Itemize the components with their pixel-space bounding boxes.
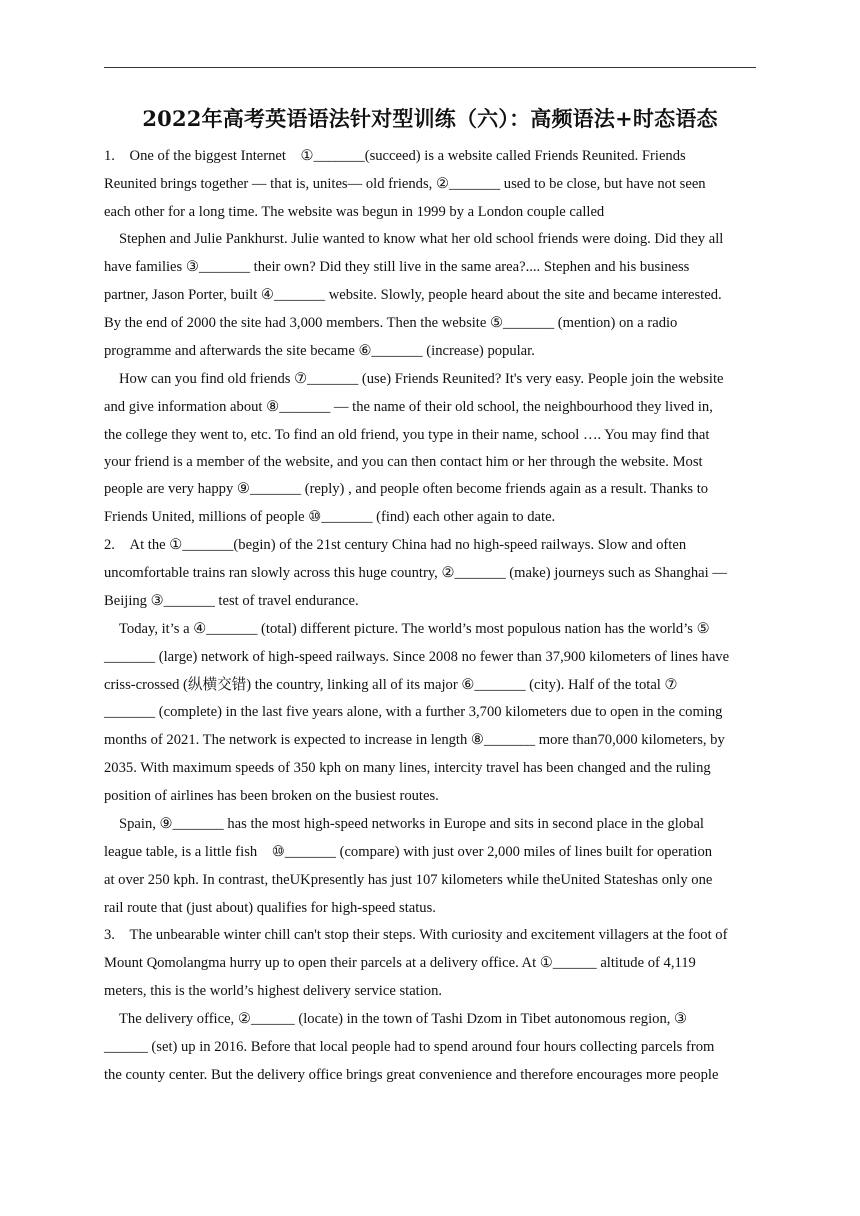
- text-line: 2. At the ①_______(begin) of the 21st century China had no high-speed railways. Slow and often: [104, 537, 687, 553]
- text-line: Reunited brings together — that is, unites— old friends, ②_______ used to be close, but have not seen: [104, 176, 706, 192]
- text-line: 1. One of the biggest Internet ①_______(succeed) is a website called Friends Reunited. Friends: [104, 148, 686, 164]
- text-line: 2035. With maximum speeds of 350 kph on many lines, intercity travel has been changed and the ruling: [104, 760, 711, 776]
- page-title: 2022年高考英语语法针对型训练（六）：高频语法+时态语态: [142, 106, 718, 131]
- passage-1: [104, 145, 760, 534]
- text-line: the college they went to, etc. To find an old friend, you type in their name, school …. You may find that: [104, 427, 710, 443]
- text-line: 3. The unbearable winter chill can't stop their steps. With curiosity and excitement villagers at the foot of: [104, 927, 728, 943]
- text-line: _______ (complete) in the last five years alone, with a further 3,700 kilometers due to open in the coming: [104, 704, 723, 720]
- text-line: programme and afterwards the site became ⑥_______ (increase) popular.: [104, 343, 535, 359]
- text-line: at over 250 kph. In contrast, theUKpresently has just 107 kilometers while theUnited Stateshas only one: [104, 872, 713, 888]
- text-line: Today, it’s a ④_______ (total) different picture. The world’s most populous nation has the world’s ⑤: [119, 621, 710, 637]
- text-line: Spain, ⑨_______ has the most high-speed networks in Europe and sits in second place in the global: [119, 816, 704, 832]
- text-line: your friend is a member of the website, and you can then contact him or her through the website. Most: [104, 454, 703, 470]
- text-line: _______ (large) network of high-speed railways. Since 2008 no fewer than 37,900 kilometers of lines have: [104, 649, 730, 665]
- text-line: Mount Qomolangma hurry up to open their parcels at a delivery office. At ①______ altitude of 4,119: [104, 955, 696, 971]
- text-line: uncomfortable trains ran slowly across this huge country, ②_______ (make) journeys such as Shanghai —: [104, 565, 727, 581]
- text-line: each other for a long time. The website was begun in 1999 by a London couple called: [104, 204, 605, 220]
- text-line: The delivery office, ②______ (locate) in the town of Tashi Dzom in Tibet autonomous region, ③: [119, 1011, 688, 1027]
- text-line: months of 2021. The network is expected to increase in length ⑧_______ more than70,000 kilometers, by: [104, 732, 725, 748]
- header-rule: [104, 67, 756, 68]
- text-line: partner, Jason Porter, built ④_______ website. Slowly, people heard about the site and became interested.: [104, 287, 722, 303]
- passage-2: [104, 534, 760, 924]
- text-line: criss-crossed (纵横交错) the country, linking all of its major ⑥_______ (city). Half of the total ⑦: [104, 677, 678, 693]
- text-line: have families ③_______ their own? Did they still live in the same area?.... Stephen and his business: [104, 259, 690, 275]
- document-body: [104, 145, 760, 1092]
- text-line: Stephen and Julie Pankhurst. Julie wanted to know what her old school friends were doing. Did they all: [119, 231, 724, 247]
- text-line: By the end of 2000 the site had 3,000 members. Then the website ⑤_______ (mention) on a radio: [104, 315, 678, 331]
- text-line: rail route that (just about) qualifies for high-speed status.: [104, 900, 436, 916]
- text-line: position of airlines has been broken on the busiest routes.: [104, 788, 439, 804]
- text-line: the county center. But the delivery office brings great convenience and therefore encourages more people: [104, 1067, 719, 1083]
- text-line: people are very happy ⑨_______ (reply) , and people often become friends again as a result. Thanks to: [104, 481, 709, 497]
- text-line: How can you find old friends ⑦_______ (use) Friends Reunited? It's very easy. People join the website: [119, 371, 724, 387]
- text-line: ______ (set) up in 2016. Before that local people had to spend around four hours collecting parcels from: [104, 1039, 715, 1055]
- passage-3: [104, 924, 760, 1092]
- text-line: Friends United, millions of people ⑩_______ (find) each other again to date.: [104, 509, 556, 525]
- text-line: and give information about ⑧_______ — the name of their old school, the neighbourhood they lived in,: [104, 399, 713, 415]
- text-line: league table, is a little fish ⑩_______ (compare) with just over 2,000 miles of lines built for operation: [104, 844, 713, 860]
- text-line: meters, this is the world’s highest delivery service station.: [104, 983, 443, 999]
- text-line: Beijing ③_______ test of travel endurance.: [104, 593, 359, 609]
